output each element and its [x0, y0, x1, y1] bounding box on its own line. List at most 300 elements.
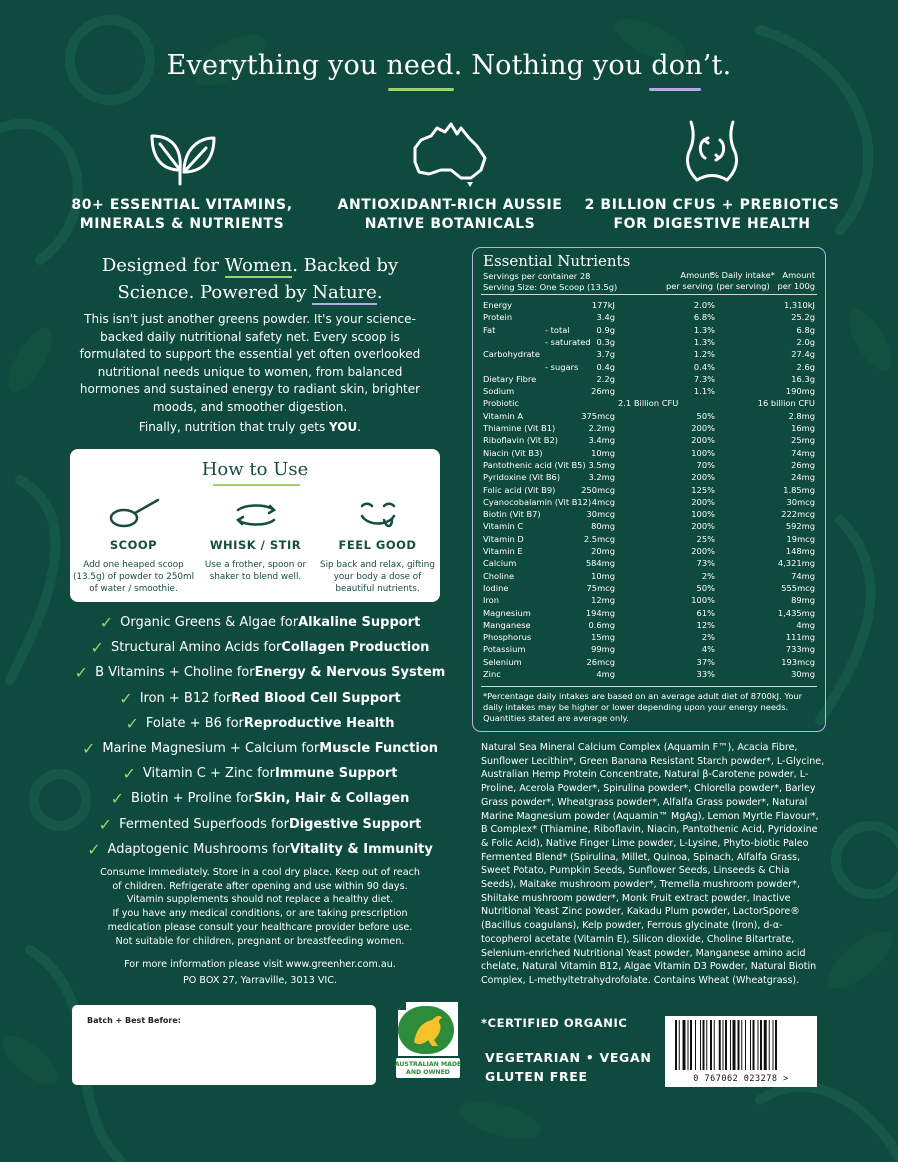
nutrient-row: [483, 325, 815, 337]
benefit-text: B Vitamins + Choline for: [95, 665, 255, 681]
nutrient-row: [483, 423, 815, 435]
nutrient-name: Riboflavin (Vit B2): [483, 435, 558, 446]
nutrient-daily-intake: 2%: [701, 570, 715, 581]
barcode: [665, 1016, 817, 1087]
nutrient-per-100g: 190mg: [785, 386, 815, 397]
check-icon: ✓: [119, 688, 133, 708]
headline-dont: don’t: [651, 50, 723, 81]
smile-face-icon: [348, 496, 408, 532]
nutrient-amount: 250mcg: [581, 484, 615, 495]
nutrient-row: [483, 300, 815, 312]
nutrition-panel: [472, 247, 826, 732]
serving-size: Serving Size: One Scoop (13.5g): [483, 282, 618, 292]
nutrition-servings: [483, 271, 617, 293]
nutrient-row: [483, 632, 815, 644]
need-underline: [388, 88, 454, 91]
designed-heading: [70, 252, 430, 306]
nutrient-daily-intake: 6.8%: [693, 312, 715, 323]
nutrient-row: [483, 583, 815, 595]
finally-line: [70, 420, 430, 434]
nutrient-name: Thiamine (Vit B1): [483, 423, 556, 433]
benefit-text: Folate + B6 for: [145, 715, 244, 731]
benefit-text: Marine Magnesium + Calcium for: [102, 741, 320, 757]
nutrient-amount: 375mcg: [581, 410, 615, 421]
nutrient-row: [483, 362, 815, 374]
barcode-bar: [753, 1020, 755, 1070]
australian-made-badge: [392, 1000, 464, 1080]
nutrient-row: [483, 485, 815, 497]
benefit-text: Vitamin C + Zinc for: [142, 766, 275, 782]
nutrient-name: Phosphorus: [483, 632, 532, 643]
nutrient-row: [483, 349, 815, 361]
nutrient-name: Fat: [483, 324, 496, 335]
barcode-bar: [733, 1020, 736, 1070]
nutrient-daily-intake: 200%: [691, 496, 715, 507]
nutrient-per-100g: 1,435mg: [777, 607, 815, 618]
nutrient-name: Calcium: [483, 558, 517, 569]
nutrient-row: [483, 657, 815, 669]
nutrient-row: [483, 521, 815, 533]
nutrient-name: Protein: [483, 312, 513, 323]
barcode-bar: [719, 1020, 721, 1070]
nutrient-row: [483, 558, 815, 570]
nutrient-daily-intake: 2.0%: [693, 300, 715, 310]
nutrient-per-100g: 1.85mg: [783, 484, 815, 495]
nutrient-amount: 75mcg: [586, 582, 615, 593]
barcode-bar: [706, 1020, 707, 1070]
nutrient-per-100g: 25mg: [791, 435, 815, 446]
barcode-bar: [745, 1020, 746, 1070]
nutrient-amount: 10mg: [591, 570, 615, 581]
nutrient-per-100g: 111mg: [785, 632, 815, 643]
nutrient-amount: 2.2mg: [588, 423, 615, 433]
nutrient-per-100g: 24mg: [791, 472, 815, 483]
nutrient-daily-intake: 33%: [696, 669, 715, 679]
designed-nature: Nature: [312, 282, 377, 303]
headline-part-2: . Nothing you: [453, 50, 652, 81]
feature-probiotics: [582, 118, 842, 234]
headline-part-1: Everything you: [166, 50, 387, 81]
col1-line1: Amount: [680, 270, 713, 280]
divider: [481, 686, 817, 687]
feature-botanicals-line2: NATIVE BOTANICALS: [364, 216, 536, 232]
nutrient-daily-intake: 100%: [691, 509, 715, 520]
barcode-bars-icon: [665, 1020, 817, 1078]
finally-text: Finally, nutrition that truly gets: [138, 420, 330, 434]
headline: [0, 50, 898, 81]
check-icon: ✓: [99, 613, 114, 633]
check-icon: ✓: [81, 739, 96, 759]
barcode-bar: [725, 1020, 727, 1070]
nutrient-name: Iron: [483, 595, 500, 606]
batch-label: Batch + Best Before:: [87, 1016, 181, 1025]
nutrient-row: [483, 312, 815, 324]
benefit-item: [70, 761, 450, 786]
barcode-bar: [730, 1020, 731, 1070]
benefit-bold: Collagen Production: [281, 640, 430, 656]
nutrient-per-100g: 2.0g: [796, 336, 815, 347]
nutrient-subname: - total: [545, 324, 570, 335]
benefit-bold: Immune Support: [274, 766, 398, 782]
step-scoop-label: SCOOP: [109, 538, 158, 552]
barcode-bar: [764, 1020, 767, 1070]
leaves-icon: [142, 118, 222, 188]
batch-best-before-box: [72, 1005, 376, 1085]
designed-c: Science. Powered by: [117, 282, 313, 303]
nutrient-amount: 0.9g: [596, 324, 615, 335]
nutrient-daily-intake: 125%: [691, 484, 715, 495]
nutrient-per-100g: 30mcg: [786, 496, 815, 507]
benefit-item: [70, 812, 450, 837]
nutrient-daily-intake: 200%: [691, 521, 715, 532]
nutrient-per-100g: 74mg: [791, 447, 815, 458]
diet-line2: GLUTEN FREE: [485, 1069, 588, 1084]
nutrient-row: [483, 398, 815, 410]
nutrient-daily-intake: 200%: [691, 546, 715, 556]
check-icon: ✓: [90, 638, 104, 658]
barcode-number: 0 767062 023278 >: [693, 1074, 789, 1084]
check-icon: ✓: [74, 663, 89, 683]
benefit-item: [70, 736, 450, 761]
barcode-bar: [741, 1020, 742, 1070]
nutrient-per-100g: 2.6g: [796, 361, 815, 372]
nutrient-name: Vitamin E: [483, 546, 523, 556]
nutrient-per-100g: 27.4g: [791, 349, 815, 360]
nutrient-name: Manganese: [483, 619, 531, 630]
nutrient-amount: 2.2g: [596, 373, 615, 384]
check-icon: ✓: [122, 764, 136, 784]
how-to-use-title: How to Use: [201, 459, 309, 480]
dont-underline: [649, 88, 701, 91]
nutrient-per-100g: 74mg: [791, 570, 815, 581]
benefit-item: [70, 711, 450, 736]
benefit-item: [70, 686, 450, 711]
nutrient-row: [483, 435, 815, 447]
benefit-bold: Muscle Function: [319, 741, 439, 757]
nutrient-row: [483, 644, 815, 656]
badge-line2: AND OWNED: [406, 1069, 450, 1076]
col3-line2: per 100g: [777, 281, 815, 291]
barcode-bar: [738, 1020, 740, 1070]
nutrient-per-100g: 4,321mg: [777, 558, 815, 569]
barcode-bar: [714, 1020, 715, 1070]
step-scoop-desc: Add one heaped scoop (13.5g) of powder to 250ml of water / smoothie.: [72, 560, 195, 594]
nutrient-name: Biotin (Vit B7): [483, 509, 541, 520]
nutrient-amount: 3.2mg: [588, 472, 615, 483]
designed-a: Designed for: [101, 255, 225, 276]
nutrient-subname: - saturated: [545, 336, 591, 347]
nutrient-name: Vitamin C: [483, 521, 524, 532]
nutrient-row: [483, 374, 815, 386]
step-feel-good: [316, 496, 439, 595]
nutrient-amount: 26mcg: [586, 656, 615, 667]
nutrient-amount: 30mcg: [586, 509, 615, 520]
col2-line1: % Daily intake*: [711, 270, 775, 280]
certified-organic-note: *CERTIFIED ORGANIC: [481, 1016, 628, 1030]
barcode-bar: [769, 1020, 770, 1070]
headline-need: need: [386, 50, 454, 81]
nutrient-daily-intake: 1.3%: [693, 336, 715, 347]
nutrient-name: Choline: [483, 570, 515, 581]
check-icon: ✓: [110, 789, 125, 809]
check-icon: ✓: [87, 839, 101, 859]
barcode-bar: [760, 1020, 762, 1070]
nutrient-per-100g: 6.8g: [796, 324, 815, 335]
nutrient-row: [483, 571, 815, 583]
benefit-bold: Reproductive Health: [243, 715, 395, 731]
scoop-icon: [104, 496, 164, 532]
barcode-bar: [675, 1020, 677, 1070]
nutrient-per-100g: 26mg: [791, 459, 815, 470]
step-whisk-label: WHISK / STIR: [209, 538, 302, 552]
nutrient-daily-intake: 50%: [696, 410, 715, 421]
nutrient-name: Energy: [483, 300, 513, 310]
step-feel-good-desc: Sip back and relax, gifting your body a dose of beautiful nutrients.: [320, 560, 435, 594]
col3-line1: Amount: [782, 270, 815, 280]
nutrient-per-100g: 16 billion CFU: [757, 398, 815, 409]
nutrient-row: [483, 595, 815, 607]
designed-women: Women: [224, 255, 293, 276]
nutrient-daily-intake: 1.2%: [693, 349, 715, 360]
nutrient-per-100g: 555mcg: [781, 582, 815, 593]
nutrient-row: [483, 669, 815, 681]
benefit-text: Biotin + Proline for: [131, 791, 254, 807]
storage-warnings: [70, 866, 450, 948]
barcode-bar: [683, 1020, 686, 1070]
nutrient-name: Magnesium: [483, 607, 531, 618]
nutrient-per-100g: 16mg: [791, 423, 815, 433]
benefit-bold: Vitality & Immunity: [290, 841, 433, 857]
benefit-bold: Red Blood Cell Support: [231, 690, 401, 706]
address-line: PO BOX 27, Yarraville, 3013 VIC.: [183, 975, 337, 986]
nutrient-amount: 0.4g: [596, 361, 615, 372]
warning-line: If you have any medical conditions, or are taking prescription: [112, 908, 408, 920]
benefit-text: Structural Amino Acids for: [110, 640, 282, 656]
benefit-item: [70, 635, 450, 660]
feature-probiotics-line1: 2 BILLION CFUS + PREBIOTICS: [584, 197, 840, 213]
nutrient-row: [483, 546, 815, 558]
nutrient-amount: 12mg: [591, 595, 615, 606]
warning-line: Not suitable for children, pregnant or breastfeeding women.: [115, 935, 405, 947]
australia-map-icon: [407, 118, 493, 188]
nutrient-row: [483, 509, 815, 521]
nutrient-row: [483, 460, 815, 472]
barcode-bar: [710, 1020, 712, 1070]
designed-b: . Backed by: [292, 255, 399, 276]
nutrient-amount: 584mg: [585, 558, 615, 569]
nutrient-row: [483, 448, 815, 460]
diet-line1: VEGETARIAN • VEGAN: [485, 1050, 652, 1065]
nutrient-name: Carbohydrate: [483, 349, 540, 360]
servings-per-container: Servings per container 28: [483, 271, 591, 281]
nutrient-per-100g: 25.2g: [791, 312, 815, 323]
barcode-bar: [688, 1020, 689, 1070]
barcode-bar: [758, 1020, 759, 1070]
nutrient-per-100g: 1,310kJ: [783, 300, 815, 310]
finally-you: YOU: [329, 420, 358, 434]
nutrient-daily-intake: 200%: [691, 435, 715, 446]
nutrient-daily-intake: 0.4%: [693, 361, 715, 372]
check-icon: ✓: [125, 713, 139, 733]
warning-line: Consume immediately. Store in a cool dry place. Keep out of reach: [100, 867, 420, 878]
benefit-text: Adaptogenic Mushrooms for: [107, 841, 290, 857]
nutrient-per-100g: 222mcg: [781, 509, 815, 520]
nutrient-name: Vitamin A: [483, 410, 524, 421]
nutrient-row: [483, 337, 815, 349]
nutrient-per-100g: 30mg: [791, 669, 815, 679]
nutrient-per-100g: 19mcg: [786, 533, 815, 544]
barcode-bar: [775, 1020, 777, 1070]
step-feel-good-label: FEEL GOOD: [338, 538, 417, 552]
finally-end: .: [357, 420, 362, 434]
nutrient-name: Cyanocobalamin (Vit B12): [483, 496, 592, 507]
feature-vitamins-line2: MINERALS & NUTRIENTS: [79, 216, 285, 232]
feature-botanicals: [320, 118, 580, 234]
nutrition-footnote: *Percentage daily intakes are based on an average adult diet of 8700kJ. Your daily intakes may be higher or lower depending upon your energy needs. Quantities stated are average only.: [483, 691, 803, 723]
contact-info: [70, 957, 450, 989]
col-amount-100g: [733, 270, 815, 292]
nutrient-subname: - sugars: [545, 361, 579, 372]
feature-vitamins: [52, 118, 312, 234]
barcode-bar: [690, 1020, 692, 1070]
nutrient-name: Vitamin D: [483, 533, 524, 544]
benefit-item: [70, 786, 450, 811]
nutrient-daily-intake: 73%: [696, 558, 715, 569]
website-line: For more information please visit www.greenher.com.au.: [124, 959, 396, 970]
step-whisk: [194, 496, 317, 583]
barcode-bar: [750, 1020, 751, 1070]
nutrient-amount: 3.4mg: [588, 435, 615, 446]
benefit-bold: Energy & Nervous System: [254, 665, 446, 681]
nutrient-name: Pyridoxine (Vit B6): [483, 472, 561, 483]
benefit-bold: Alkaline Support: [298, 615, 421, 631]
nutrient-name: Niacin (Vit B3): [483, 447, 543, 458]
barcode-bar: [679, 1020, 680, 1070]
how-to-use-card: [70, 449, 440, 602]
barcode-bar: [723, 1020, 724, 1070]
benefit-text: Iron + B12 for: [139, 690, 232, 706]
barcode-bar: [773, 1020, 774, 1070]
nutrient-amount: 20mg: [591, 546, 615, 556]
nutrient-amount: 80mg: [591, 521, 615, 532]
nutrient-daily-intake: 12%: [696, 619, 715, 630]
nutrient-name: Iodine: [483, 582, 509, 593]
nutrient-daily-intake: 1.3%: [693, 324, 715, 335]
col2-line2: (per serving): [716, 281, 770, 291]
benefit-item: [70, 660, 450, 685]
nutrient-amount: 26mg: [591, 386, 615, 397]
nutrient-amount: 194mg: [585, 607, 615, 618]
benefit-text: Fermented Superfoods for: [119, 816, 289, 832]
barcode-bar: [695, 1020, 696, 1070]
designed-d: .: [376, 282, 383, 303]
nutrient-name: Pantothenic acid (Vit B5): [483, 459, 586, 470]
benefit-bold: Digestive Support: [288, 816, 422, 832]
nutrient-amount: 4mg: [596, 669, 615, 679]
nutrient-amount: 0.6mg: [588, 619, 615, 630]
feature-vitamins-line1: 80+ ESSENTIAL VITAMINS,: [71, 197, 293, 213]
headline-part-3: .: [722, 50, 732, 81]
feature-botanicals-line1: ANTIOXIDANT-RICH AUSSIE: [337, 197, 563, 213]
barcode-bar: [703, 1020, 705, 1070]
nutrient-per-100g: 592mg: [785, 521, 815, 532]
step-scoop: [72, 496, 195, 595]
nutrient-amount: 4mcg: [591, 496, 615, 507]
nutrient-daily-intake: 100%: [691, 447, 715, 458]
benefit-text: Organic Greens & Algae for: [120, 615, 299, 631]
nutrient-amount: 15mg: [591, 632, 615, 643]
nutrient-daily-intake: 61%: [696, 607, 715, 618]
nutrient-name: Dietary Fibre: [483, 373, 537, 384]
nutrient-per-100g: 733mg: [785, 644, 815, 655]
nutrient-amount: 3.4g: [596, 312, 615, 323]
nutrient-amount: 2.5mcg: [583, 533, 615, 544]
nutrient-daily-intake: 70%: [696, 459, 715, 470]
diet-claims: [485, 1048, 652, 1086]
nutrient-name: Probiotic: [483, 398, 519, 409]
nutrient-name: Zinc: [483, 669, 501, 679]
nutrient-name: Selenium: [483, 656, 522, 667]
nutrient-amount: 177kJ: [591, 300, 615, 310]
nutrient-per-100g: 193mcg: [781, 656, 815, 667]
nutrient-amount: 99mg: [591, 644, 615, 655]
benefit-item: [70, 837, 450, 862]
divider: [481, 294, 817, 295]
nutrient-daily-intake: 37%: [696, 656, 715, 667]
col1-line2: per serving: [666, 281, 713, 291]
benefits-list: [70, 610, 450, 862]
nutrient-daily-intake: 200%: [691, 472, 715, 483]
nutrient-per-100g: 16.3g: [791, 373, 815, 384]
step-whisk-desc: Use a frother, spoon or shaker to blend well.: [204, 560, 307, 582]
nutrient-amount: 0.3g: [596, 336, 615, 347]
nutrient-row: [483, 386, 815, 398]
badge-line1: AUSTRALIAN MADE: [394, 1061, 462, 1068]
nutrient-daily-intake: 50%: [696, 582, 715, 593]
nutrient-name: Potassium: [483, 644, 526, 655]
whisk-icon: [226, 496, 286, 532]
intro-paragraph: This isn't just another greens powder. It's your science-backed daily nutritional safety net. Every scoop is formulated to support the essential yet often overlooked nutritional needs unique to women, from balanced hormones and sustained energy to radiant skin, brighter moods, and smoother digestion.: [79, 312, 421, 414]
nutrient-amount: 2.1 Billion CFU: [618, 398, 679, 409]
check-icon: ✓: [98, 814, 113, 834]
nutrient-row: [483, 608, 815, 620]
nutrient-row: [483, 620, 815, 632]
nutrient-row: [483, 534, 815, 546]
nutrient-amount: 10mg: [591, 447, 615, 458]
nutrient-daily-intake: 2%: [701, 632, 715, 643]
how-to-use-underline: [213, 484, 300, 486]
nutrient-row: [483, 411, 815, 423]
nutrient-amount: 3.5mg: [588, 459, 615, 470]
ingredients-list: Natural Sea Mineral Calcium Complex (Aquamin F™), Acacia Fibre, Sunflower Lecithin*, Green Banana Resistant Starch powder*, L-Glycine, Australian Hemp Protein Concentrate, Natural β-Carotene powder, L-Proline, Acerola Powder*, Spirulina powder*, Chlorella powder*, Barley Grass powder*, Wheatgrass powder*, Alfalfa Grass powder*, Natural Marine Magnesium powder (Aquamin™ MgAg), Lemon Myrtle Flavour*, B Complex* (Thiamine, Riboflavin, Niacin, Pantothenic Acid, Pyridoxine & Folic Acid), Native Finger Lime powder, L-Lysine, Phyto-biotic Paleo Fermented Blend* (Spirulina, Millet, Quinoa, Spinach, Alfalfa Grass, Sweet Potato, Pumpkin Seeds, Sunflower Seeds, Linseeds & Chia Seeds), Maitake mushroom powder*, Tremella mushroom powder*, Shiitake mushroom powder*, Monk Fruit extract powder, Inactive Nutritional Yeast Zinc powder, Kakadu Plum powder, LactorSpore® (Bacillus coagulans), Kelp powder, Ferrous glycinate (Iron), d-α-tocopherol acetate (Vitamin E), Silicon dioxide, Choline Bitartrate, Selenium-enriched Nutritional Yeast powder, Manganese amino acid chelate, Natural Vitamin B12, Algae Vitamin D3 Powder, Natural Biotin Complex, L-methyltetrahydrofolate. Contains Wheat (Wheatgrass).: [481, 742, 825, 986]
nutrient-per-100g: 4mg: [796, 619, 815, 630]
nutrient-daily-intake: 200%: [691, 423, 715, 433]
nutrient-daily-intake: 25%: [696, 533, 715, 544]
feature-probiotics-line2: FOR DIGESTIVE HEALTH: [613, 216, 811, 232]
nutrient-daily-intake: 4%: [701, 644, 715, 655]
nutrient-daily-intake: 1.1%: [693, 386, 715, 397]
nutrient-daily-intake: 7.3%: [693, 373, 715, 384]
nutrient-name: Sodium: [483, 386, 515, 397]
nutrient-row: [483, 472, 815, 484]
nutrient-name: Folic acid (Vit B9): [483, 484, 556, 495]
barcode-bar: [700, 1020, 701, 1070]
nutrient-per-100g: 148mg: [785, 546, 815, 556]
warning-line: Vitamin supplements should not replace a healthy diet.: [126, 894, 394, 906]
nutrient-daily-intake: 100%: [691, 595, 715, 606]
benefit-bold: Skin, Hair & Collagen: [253, 791, 410, 807]
nutrient-amount: 3.7g: [596, 349, 615, 360]
